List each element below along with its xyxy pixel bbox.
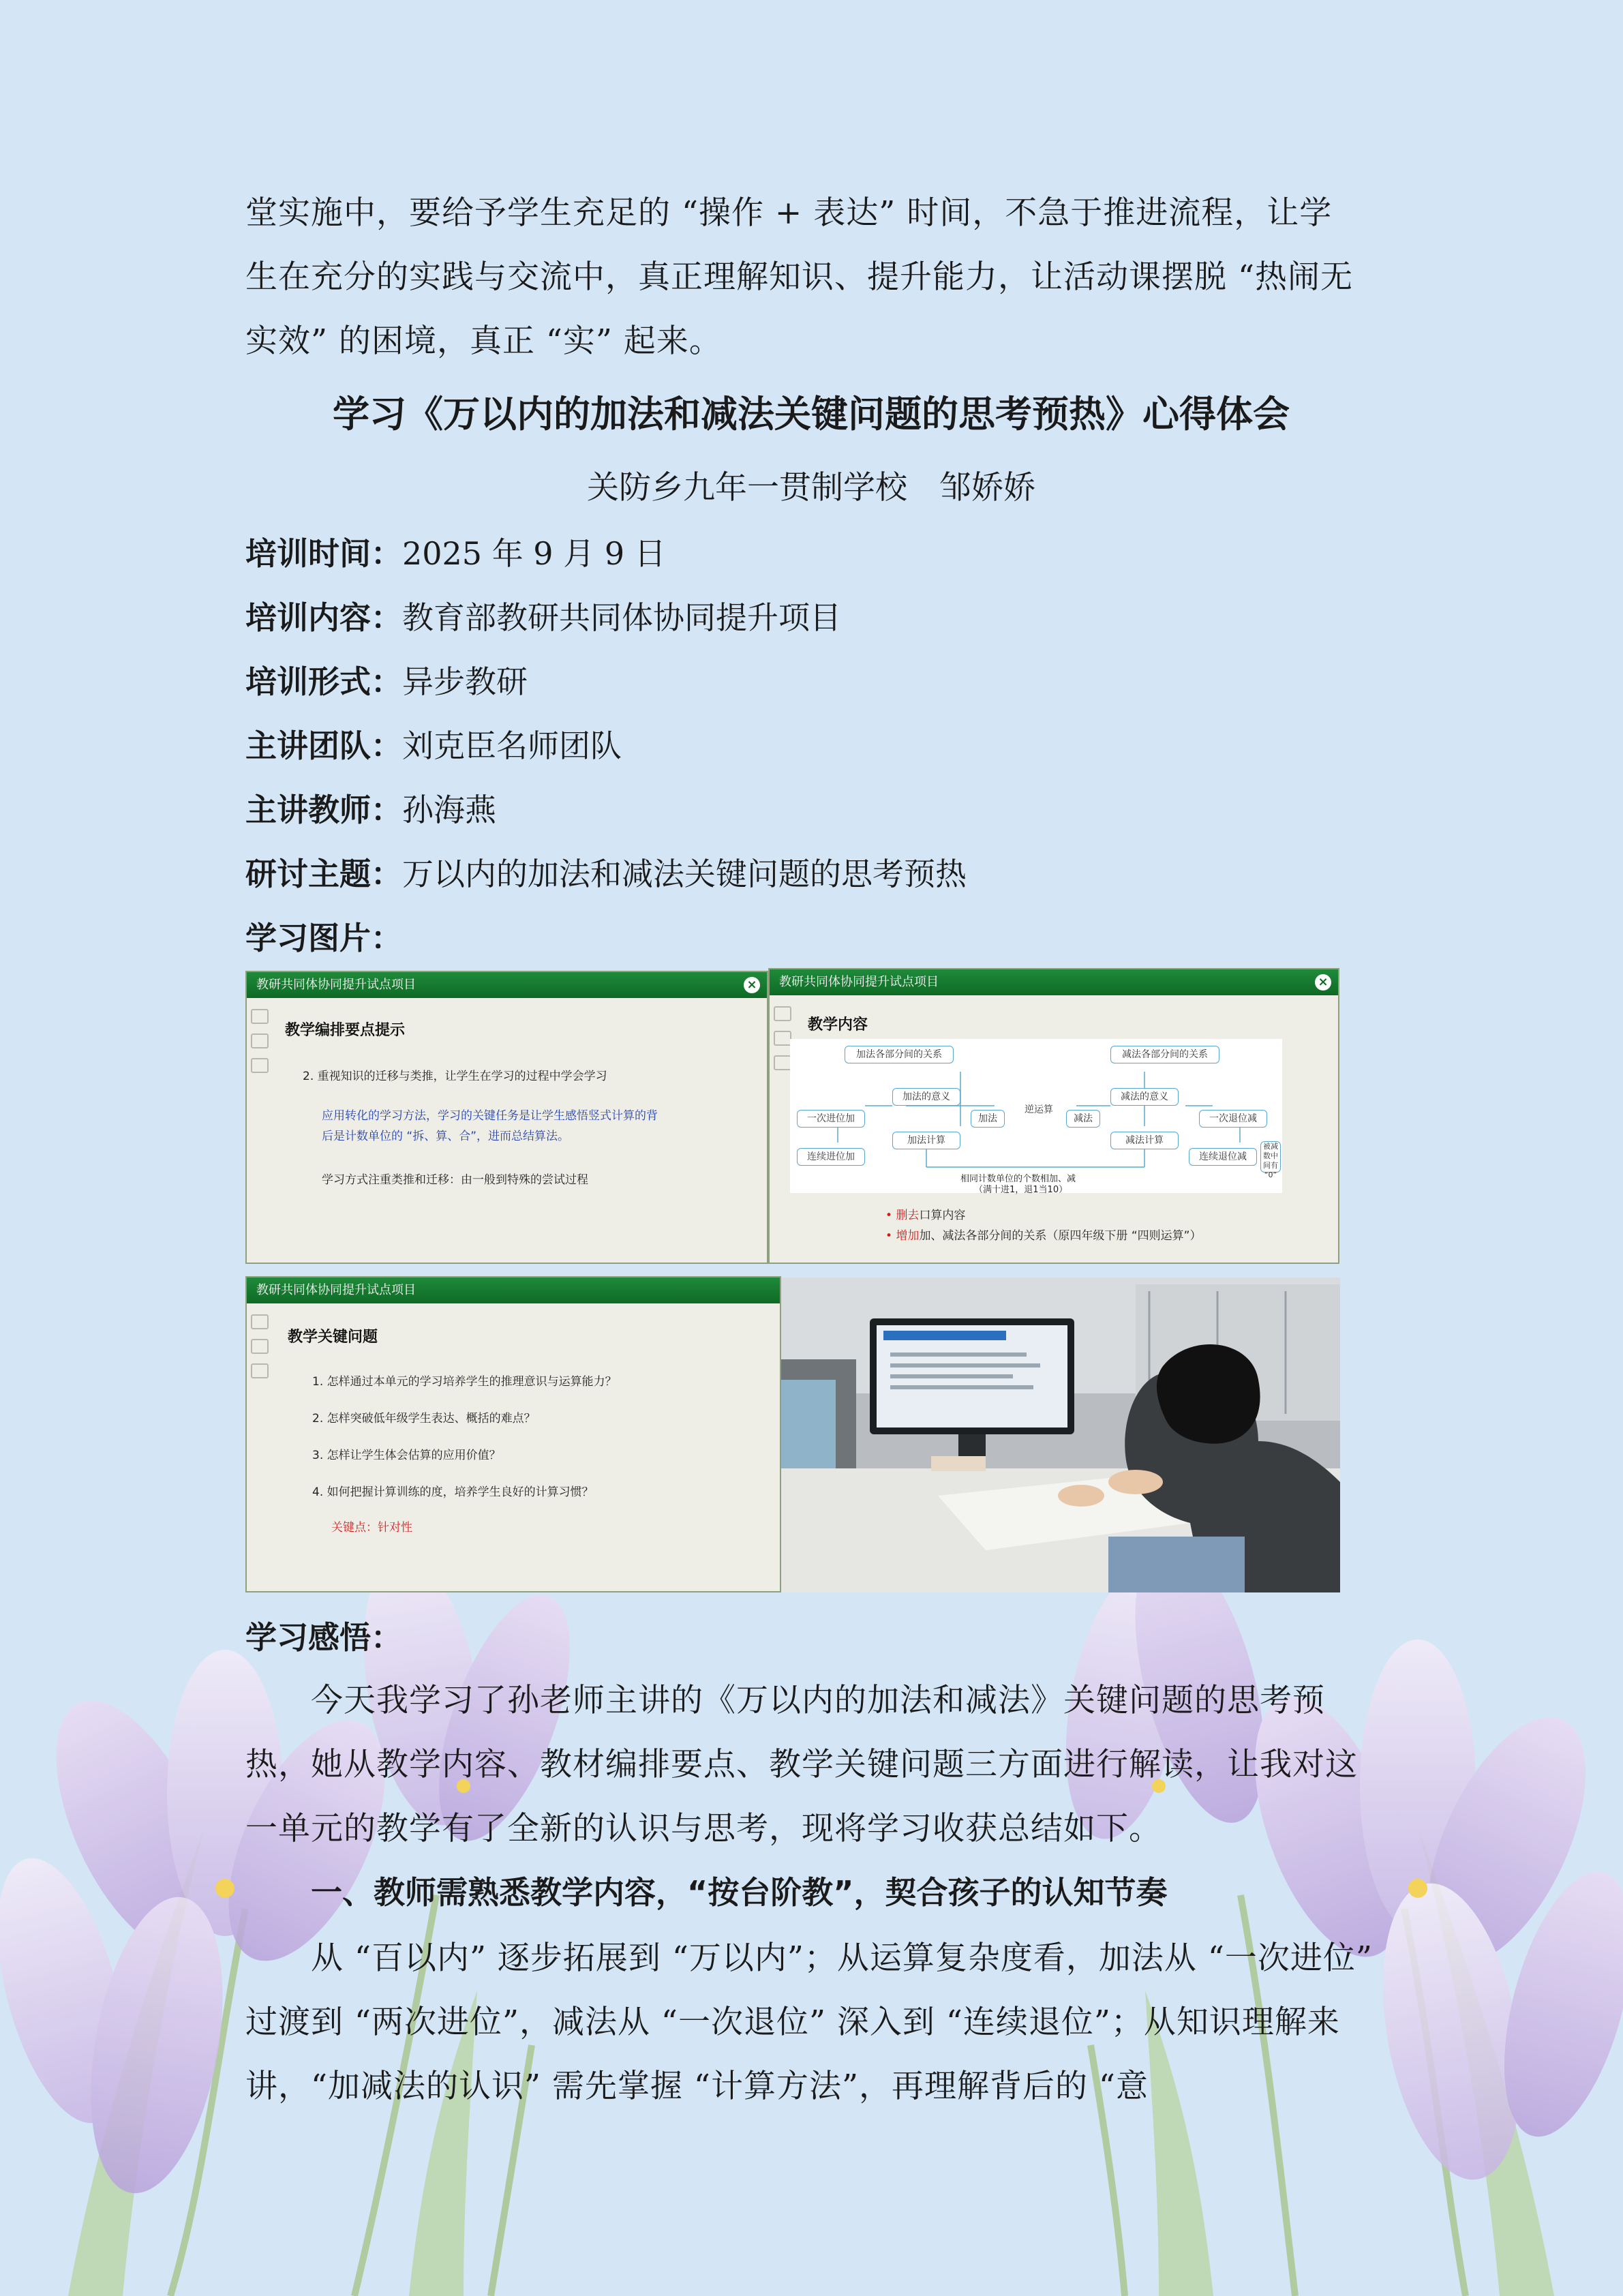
diagram-node: 连续进位加 [797, 1148, 865, 1166]
bullet-text: 加、减法各部分间的关系（原四年级下册 “四则运算”） [919, 1229, 1202, 1243]
diagram-node: 减法的意义 [1110, 1088, 1179, 1106]
sidebar-icons [774, 1006, 791, 1080]
info-value: 教育部教研共同体协同提升项目 [402, 599, 841, 636]
diagram-node: 加法计算 [892, 1132, 960, 1149]
diagram-node: 减法 [1066, 1110, 1100, 1128]
diagram-node: 一次退位减 [1199, 1110, 1267, 1128]
window-title: 教研共同体协同提升试点项目 [256, 1283, 416, 1297]
info-row [245, 783, 496, 837]
screenshot-teaching-content [768, 968, 1339, 1264]
window-title: 教研共同体协同提升试点项目 [256, 978, 416, 992]
screenshot-editing-points [245, 971, 768, 1264]
sidebar-icons [251, 1314, 269, 1388]
info-row [245, 526, 666, 581]
slide-bullet: • 增加加、减法各部分间的关系（原四年级下册 “四则运算”） [885, 1229, 1202, 1243]
diagram-node: 一次进位加 [797, 1110, 865, 1128]
slide-question: 3. 怎样让学生体会估算的应用价值？ [312, 1449, 501, 1462]
photos-label: 学习图片： [245, 920, 402, 956]
info-value: 2025 年 9 月 9 日 [402, 535, 666, 572]
bullet-highlight: 删去 [896, 1209, 920, 1222]
slide-text: 应用转化的学习方法，学习的关键任务是让学生感悟竖式计算的背 [322, 1109, 658, 1123]
info-key: 培训形式： [245, 663, 402, 700]
info-key: 研讨主题： [245, 856, 402, 892]
bullet-highlight: 增加 [896, 1229, 920, 1243]
info-row [245, 719, 622, 773]
diagram-node: 逆运算 [1015, 1102, 1063, 1119]
slide-bullet: • 删去口算内容 [885, 1209, 966, 1222]
diagram-node: 加法的意义 [892, 1088, 960, 1106]
diagram-node: 被减数中间有 “0” [1260, 1141, 1281, 1173]
diagram-node: 加法各部分间的关系 [845, 1046, 954, 1063]
slide-text: 后是计数单位的 “拆、算、合”，进而总结算法。 [322, 1130, 570, 1143]
intro-line: 实效” 的困境，真正 “实” 起来。 [245, 322, 722, 360]
info-value: 异步教研 [402, 663, 528, 700]
diagram-caption: （满十进1，退1当10） [974, 1185, 1068, 1195]
window-titlebar [247, 972, 767, 998]
close-icon: × [1315, 974, 1331, 991]
intro-line: 生在充分的实践与交流中，真正理解知识、提升能力，让活动课摆脱 “热闹无 [245, 258, 1353, 296]
concept-diagram [790, 1039, 1282, 1193]
diagram-node: 减法各部分间的关系 [1110, 1046, 1219, 1063]
diagram-caption: 相同计数单位的个数相加、减 [960, 1174, 1076, 1184]
info-row [245, 590, 841, 645]
reflection-label: 学习感悟： [245, 1619, 402, 1656]
article-title: 学习《万以内的加法和减法关键问题的思考预热》心得体会 [333, 393, 1290, 436]
slide-heading: 教学内容 [808, 1016, 868, 1033]
info-key: 培训内容： [245, 599, 402, 636]
screenshot-key-questions [245, 1276, 781, 1592]
info-value: 万以内的加法和减法关键问题的思考预热 [402, 856, 967, 892]
slide-question: 1. 怎样通过本单元的学习培养学生的推理意识与运算能力？ [312, 1375, 617, 1389]
photo-teacher-studying [781, 1278, 1340, 1592]
close-icon: × [744, 977, 760, 993]
info-key: 主讲教师： [245, 791, 402, 828]
slide-heading: 教学关键问题 [288, 1329, 378, 1346]
slide-question: 2. 怎样突破低年级学生表达、概括的难点？ [312, 1412, 536, 1425]
info-row [245, 654, 528, 709]
info-value: 刘克臣名师团队 [402, 727, 622, 764]
info-key: 培训时间： [245, 535, 402, 572]
diagram-node: 加法 [971, 1110, 1005, 1128]
bullet-text: 口算内容 [919, 1209, 966, 1222]
sidebar-icons [251, 1009, 269, 1083]
paragraph: 从 “百以内” 逐步拓展到 “万以内”；从运算复杂度看，加法从 “一次进位” 过渡到 “两次进位”，减法从 “一次退位” 深入到 “连续退位”；从知识理解来讲，“加减法的认识” 需先掌握 “计算方法”，再理解背后的 “意 [245, 1939, 1373, 2105]
info-key: 主讲团队： [245, 727, 402, 764]
window-titlebar [247, 1278, 780, 1303]
slide-heading: 教学编排要点提示 [285, 1022, 406, 1039]
article-author: 关防乡九年一贯制学校 邹娇娇 [587, 469, 1035, 507]
slide-text: 学习方式注重类推和迁移：由一般到特殊的尝试过程 [322, 1173, 588, 1187]
slide-keypoint: 关键点：针对性 [331, 1521, 412, 1535]
window-titlebar [770, 969, 1338, 995]
diagram-node: 连续退位减 [1189, 1148, 1257, 1166]
diagram-node: 减法计算 [1110, 1132, 1179, 1149]
section-heading: 一、教师需熟悉教学内容，“按台阶教”，契合孩子的认知节奏 [311, 1874, 1168, 1911]
info-value: 孙海燕 [402, 791, 496, 828]
slide-question: 4. 如何把握计算训练的度，培养学生良好的计算习惯？ [312, 1485, 594, 1499]
slide-text: 2. 重视知识的迁移与类推，让学生在学习的过程中学会学习 [303, 1070, 607, 1083]
paragraph: 今天我学习了孙老师主讲的《万以内的加法和减法》关键问题的思考预热，她从教学内容、教材编排要点、教学关键问题三方面进行解读，让我对这一单元的教学有了全新的认识与思考，现将学习收获总结如下。 [245, 1682, 1358, 1847]
intro-line: 堂实施中，要给予学生充足的 “操作 + 表达” 时间，不急于推进流程，让学 [245, 194, 1333, 232]
window-title: 教研共同体协同提升试点项目 [779, 975, 939, 989]
info-row [245, 847, 967, 901]
